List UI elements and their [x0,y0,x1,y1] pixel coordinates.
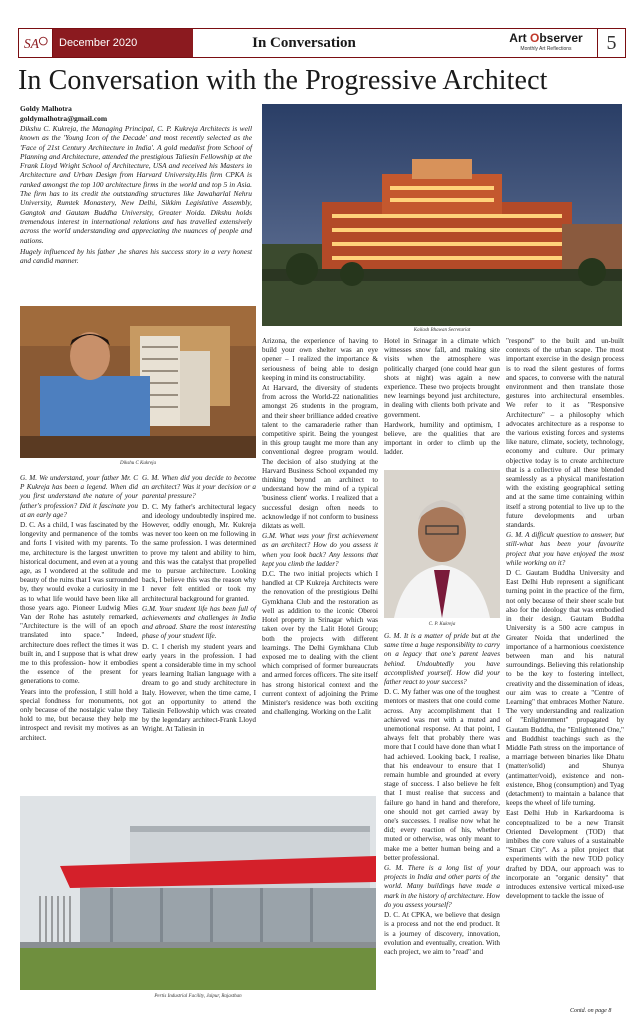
question: G. M. There is a long list of your projects in India and other parts of the world. Many buildings have made a mark in the history of architecture. How do you assess yourself? [384,864,500,909]
campus-caption: Kailash Bhawan Secretariat [413,328,471,333]
answer: D. C. My father's architectural legacy and ideology undoubtedly inspired me. However, oddly enough, Mr. Kukreja was never too keen on me following in the same profession. I was determined to prove my talent and ability to him, and this was the catalyst that propelled me to pursue architecture. Looking back, I believe this was the reason why I never felt entitled or took my architectural background for granted. [142,502,256,603]
intro-paragraph: Dikshu C. Kukreja, the Managing Principal, C. P. Kukreja Architects is well known as the 'Young Icon of the Decade' and most recently selected as the 'Face of 21st Century Architecture in India'. A gold medalist from School of Planning and Architecture, attended the prestigious Taliesin Fellowship at the Frank Lloyd Wright School of Architecture, USA and received his Masters in Architecture and Urban Design from Harvard University.His firm CPKA is ranked amongst the top 100 architecture firms in the world and top 5 in Asia. The firm has to its credit the outstanding structures like Jawaharlal Nehru University, Rumtek Monastery, New Delhi, Sikkim Legislative Assembly, Gangtok and Gautam Buddha University, Greater Noida. Dikshu holds tremendous interest in international relations and has travelled extensively across the world understanding and appreciating the nuances of people and nations. [20,124,252,245]
section-title: In Conversation [252,35,356,51]
column-4-bottom [384,632,500,958]
elder-caption: C. P. Kukreja [428,622,456,627]
answer: At Harvard, the diversity of students from across the World-22 nationalities amongst 26 students in the program, and their sheer brilliance added creative talent to the camaraderie rather than competitive spirit. Being the youngest in this group taught me more than any conventional degree program would. The decision of also studying at the Harvard Business School expanded my thinking beyond an architect to understand how the mind of a typical 'business client' works. I realized that a successful design often needs to acknowledge if not conform to business diktats as well. [262,384,378,531]
answer: East Delhi Hub in Karkardooma is conceptualized to be a new Transit Oriented Development (TOD) that imbibes the core values of a sustainable "Smart City". As a pilot project that experiments with the new TOD policy drafted by DDA, our approach was to incorporate an "organic density" that introduces extensive vertical mixed-use development to tackle the issue of [506,809,624,901]
column-2 [142,474,256,736]
article-title: In Conversation with the Progressive Architect [18,65,548,96]
intro-paragraph: Hugely influenced by his father ,he shares his success story in a very honest and candid manner. [20,246,252,266]
question: G. M. A difficult question to answer, but still-what has been your favourite project that you have enjoyed the most while working on it? [506,531,624,567]
answer: D C. Gautam Buddha University and East Delhi Hub represent a significant turning point in the practice of the firm, not only because of their sheer scale but also for the ideology that was embodied in their design. Gautam Buddha University is a 500 acre campus in Greater Noida that underlined the importance of a harmonious coexistence between man and his natural surroundings. Believing this relationship to be the key to fostering intellect, creativity and the dissemination of ideas, our aim was to create a "Centre of Learning" that embraces Mother Nature. The very understanding and realization of "Enlightenment" propagated by Gautam Buddha, the "Enlightened One," and Buddhist teachings such as the Middle Path stress on the importance of a marriage between binaries like Dhatu (matter/solid) and Shunya (antimatter/void), existence and non-existence, Bhog (consumption) and Tyag (detachment) to maintain a balance that keeps the wheel of life turning. [506,569,624,808]
question: G.M. Your student life has been full of achievements and challenges in India and abroad. Share the most interesting phase of your student life. [142,604,256,641]
question: G.M. What was your first achievement as an architect? How do you assess it when you look back? Any lessons that kept you climb the ladder? [262,532,378,568]
answer: Years into the profession, I still hold a special fondness for monuments, not only because of the nostalgic value they hold to me, but because they help me introspect and revisit my motives as an architect. [20,687,138,742]
answer: D. C. At CPKA, we believe that design is a process and not the end product. It is a journey of discovery, innovation, evolution and eventually, creation. With each project, we aim to "read" and [384,911,500,956]
answer: D. C. As a child, I was fascinated by the longevity and permanence of the tombs and forts I visited with my parents. To me, architecture is the largest unwritten historical document, and even at a young age, as I wondered at the solitude and beauty of the ruins that I was surrounded by, they would evoke a curiosity in me as to what life would have been like all those years ago. Pioneer Ludwig Mies Van der Rohe has astutely remarked, "Architecture is the will of an epoch translated into space." Indeed, architecture does reflect the times it was built in, and I suppose that is what drew me to this profession- how it embodies the essence of the present for generations to come. [20,521,138,686]
elder-portrait-photo [384,470,500,618]
facility-photo [20,796,376,990]
answer: Arizona, the experience of having to build your own shelter was an eye opener – I realized the importance & seriousness of being able to design keeping in mind its constructability. [262,337,378,382]
question: G. M. We understand, your father Mr. C P Kukreja has been a legend. When did you first understand the nature of your father's profession? Did it fascinate you at an early age? [20,474,138,519]
answer: D.C. The two initial projects which I handled at CP Kukreja Architects were the renovation of the prestigious Delhi Gymkhana Club and the restoration as well as addition to the iconic Oberoi Hotel property in Srinagar which was taken over by the Lalit Hotel Group; both the projects with different learnings. The Delhi Gymkhana Club exposed me to dealing with the client which comprised of former bureaucrats and armed forces officers. The site itself has strong historical context and the current context of adjoining the Prime Minister's residence was both exciting and challenging. Working on the Lalit [262,570,378,717]
column-3 [262,337,378,718]
column-4-top [384,337,500,459]
answer: Hardwork, humility and optimism, I believe, are the qualities that are important in order to climb up the ladder. [384,420,500,457]
author-name: Goldy Malhotra [20,104,72,113]
brand-tagline: Monthly Art Reflections [520,46,572,52]
answer: Hotel in Srinagar in a climate which witnesses snow fall, and making site visits when the atmosphere was politically charged (one could hear gun shots at night) was again a new experience. These two projects brought new learnings beyond just architecture, in dealing with clients both private and government. [384,337,500,419]
byline [20,104,107,124]
continued-note: Contd. on page 8 [570,1008,612,1014]
campus-photo [262,104,622,326]
column-5 [506,337,624,902]
answer: "respond" to the built and un-built contexts of the urban scape. The most important exercise in the design process is to read the silent gestures of forms and spaces, to converse with the natural environment and then translate those gestures into architectural ensembles. We refer to it as "Responsive Architecture" – a philosophy which advocates architecture as a response to the various existing forces and systems like nature, climate, society, technology, economy and culture. Our primary objective today is to create architecture that is a collective of all these blended seamlessly as a physical manifestation with the existing geographical setting and at the same time containing within itself a strong potential to live up to the future developments and urban standards. [506,337,624,530]
intro-text [20,124,252,267]
svg-text:SA: SA [23,35,39,51]
facility-caption: Pertis Industrial Facility, Jaipur, Rajasthan [154,994,242,999]
brand-name: Art Observer [509,31,583,45]
page-number: 5 [597,29,625,57]
page-header [18,28,626,58]
portrait-photo [20,306,256,458]
magazine-logo-icon [19,29,53,57]
brand-block [506,31,586,55]
author-email: goldymalhotra@gmail.com [20,114,108,123]
issue-date: December 2020 [53,29,193,57]
answer: D. C. My father was one of the toughest mentors or masters that one could come across. Any accomplishment that I achieved was met with a muted and unemotional response. At that point, I always felt that probably there was more that I could have done than what I had achieved. Looking back, I realise, that his endeavour to ensure that I remain humble and grounded at every stage of success. I also believe he felt that I must realise that success and failure go hand in hand and therefore, one should not get carried away by one's successes. I realise now what he did; every reaction of his, whether muted or otherwise, was only meant to make me a better human being and a better professional. [384,688,500,862]
question: G. M. It is a matter of pride but at the same time a huge responsibility to carry on a legacy that one's parent leaves behind. Undoubtedly you have accomplished yourself. How did your father react to your success? [384,632,500,687]
column-1 [20,474,138,744]
answer: D. C. I cherish my student years and early years in the profession. I had spent a considerable time in my school years learning Italian language with a dream to go and study architecture in Italy. However, when the time came, I got an opportunity to attend the Taliesin Fellowship which was created by the legendary architect-Frank Lloyd Wright. At Taliesin in [142,642,256,734]
portrait-caption: Dikshu C Kukreja [120,461,156,466]
question: G. M. When did you decide to become an architect? Was it your decision or a parental pressure? [142,474,256,501]
